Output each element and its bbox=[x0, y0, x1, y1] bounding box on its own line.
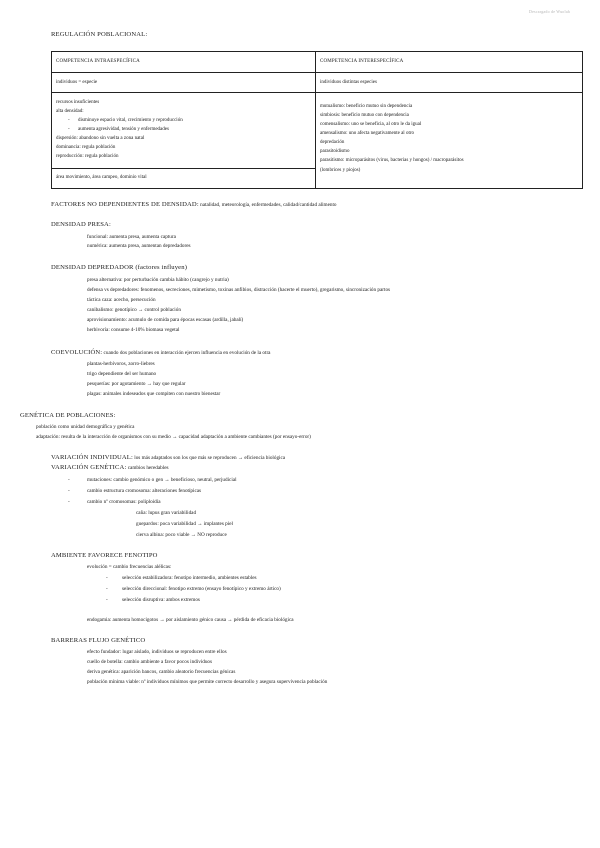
factors-text: natalidad, meteorología, enfermedades, calidad/cantidad alimento bbox=[198, 202, 337, 208]
variation-item: mutaciones: cambio genómico o gen → beneficioso, neutral, perjudicial bbox=[87, 477, 237, 483]
barriers-line: efecto fundador: lugar aislado, individuos se reproducen entre ellos bbox=[87, 649, 227, 655]
variation-genetic-label: VARIACIÓN GENÉTICA: bbox=[51, 464, 127, 471]
table-right-sub: individuos distintas especies bbox=[320, 80, 377, 85]
factors-label: FACTORES NO DEPENDIENTES DE DENSIDAD: bbox=[51, 201, 199, 208]
table-left-line: dispersión: abandono sin vuelta a zona natal bbox=[56, 136, 145, 141]
table-left-header: COMPETENCIA INTRAESPECÍFICA bbox=[56, 59, 140, 64]
table-right-line: mutualismo: beneficio mutuo sin dependencia bbox=[320, 104, 413, 109]
coevolution-label: COEVOLUCIÓN: bbox=[51, 349, 103, 356]
variation-individual-label: VARIACIÓN INDIVIDUAL: bbox=[51, 454, 133, 461]
table-left-line: aumenta agresividad, tensión y enfermedades bbox=[78, 127, 169, 132]
table-left-line: alta densidad: bbox=[56, 109, 84, 114]
factors-line bbox=[51, 202, 337, 209]
bullet: - bbox=[68, 127, 70, 132]
barriers-heading: BARRERAS FLUJO GENÉTICO bbox=[51, 637, 146, 644]
coevolution-item: pesquerías: por agotamiento → hay que regular bbox=[87, 381, 186, 387]
variation-subitem: cierva albina: poco viable → NO reproduce bbox=[136, 532, 227, 538]
bullet: - bbox=[106, 597, 108, 603]
table-right-line: comensalismo: uno se beneficia, al otro le da igual bbox=[320, 122, 422, 127]
table-right-line: (lombrices y piojos) bbox=[320, 168, 361, 173]
coevolution-item: plantas-herbívoros, zorro-liebres bbox=[87, 361, 155, 367]
predator-line: herbivoría: consume 4-10% biomasa vegetal bbox=[87, 327, 180, 333]
predator-line: táctica caza: acecho, persecución bbox=[87, 297, 156, 303]
table-right-line: depredación bbox=[320, 140, 345, 145]
table-left-line: dominancia: regula población bbox=[56, 145, 116, 150]
variation-subitem: caña: lupus gran variabilidad bbox=[136, 510, 197, 516]
prey-line: numérica: aumenta presa, aumentan depredadores bbox=[87, 243, 191, 249]
variation-genetic-text: cambios heredables bbox=[126, 465, 169, 471]
environment-intro: evolución = cambio frecuencias alélicas: bbox=[87, 564, 172, 570]
page-title: REGULACIÓN POBLACIONAL: bbox=[51, 31, 148, 38]
table-left-bottom: área movimiento, área campeo, dominio vital bbox=[56, 175, 147, 180]
coevolution-line bbox=[51, 350, 270, 357]
genetics-line: adaptación: resulta de la interacción de organismos con su medio → capacidad adaptación a ambiente cambiantes (por ensayo-error) bbox=[36, 434, 311, 440]
table-right-line: parasitismo: microparásitos (virus, bacterias y hongos) / macroparásitos bbox=[320, 158, 464, 163]
predator-line: canibalismo: genotípico → control población bbox=[87, 307, 181, 313]
predator-heading: DENSIDAD DEPREDADOR (factores influyen) bbox=[51, 264, 188, 271]
bullet: - bbox=[68, 488, 70, 494]
watermark: Descargado de Wuolah bbox=[528, 9, 570, 14]
bullet: - bbox=[106, 575, 108, 581]
bullet: - bbox=[68, 499, 70, 505]
genetics-line: población como unidad demográfica y genética bbox=[36, 424, 135, 430]
barriers-line: población mínima viable: nº individuos mínimos que permite correcto desarrollo y asegura supervivencia población bbox=[87, 679, 328, 685]
endogamy-line: endogamia: aumenta homocigotos → por aislamiento génico causa → pérdida de eficacia biológica bbox=[87, 617, 294, 623]
bullet: - bbox=[68, 118, 70, 123]
coevolution-item: plagas: animales indeseados que compiten con nuestro bienestar bbox=[87, 391, 221, 397]
environment-item: selección disruptiva: ambos extremos bbox=[122, 597, 200, 603]
variation-item: cambio nº cromosomas: poliploidía bbox=[87, 499, 161, 505]
bullet: - bbox=[68, 477, 70, 483]
predator-line: presa alternativa: por perturbación cambia hábito (cangrejo y nutria) bbox=[87, 277, 229, 283]
barriers-line: cuello de botella: cambio ambiente a favor pocos individuos bbox=[87, 659, 213, 665]
environment-item: selección direccional: fenotipo extremo (ensayo fenotípico y extremo ártico) bbox=[122, 586, 281, 592]
prey-line: funcional: aumenta presa, aumenta captura bbox=[87, 234, 176, 240]
environment-item: selección estabilizadora: fenotipo intermedio, ambientes estables bbox=[122, 575, 257, 581]
coevolution-text: cuando dos poblaciones en interacción ejercen influencia en evolución de la otra bbox=[102, 350, 271, 356]
variation-individual bbox=[51, 455, 285, 462]
table-right-line: parasitoidismo bbox=[320, 149, 350, 154]
barriers-line: deriva genética: aparición bancos, cambio aleatorio frecuencias génicas bbox=[87, 669, 236, 675]
variation-genetic bbox=[51, 465, 169, 472]
prey-heading: DENSIDAD PRESA: bbox=[51, 221, 111, 228]
table-right-line: simbiosis: beneficio mutuo con dependencia bbox=[320, 113, 409, 118]
variation-subitem: guepardos: poca variabilidad → implantes piel bbox=[136, 521, 233, 527]
genetics-heading: GENÉTICA DE POBLACIONES: bbox=[20, 412, 116, 419]
table-left-sub: individuos = especie bbox=[56, 80, 98, 85]
predator-line: aprovisionamiento: acumulo de comida para épocas escasas (ardilla, jabalí) bbox=[87, 317, 244, 323]
predator-line: defensa vs depredadores: fenomenos, secreciones, mimetismo, toxinas anfibios, distracción (hacerte el muerto), gregarismo, sincronización partos bbox=[87, 287, 391, 293]
coevolution-item: trigo dependiente del ser humano bbox=[87, 371, 157, 377]
competition-table bbox=[51, 51, 583, 189]
bullet: - bbox=[106, 586, 108, 592]
table-right-line: amensalismo: uno afecta negativamente al otro bbox=[320, 131, 414, 136]
variation-individual-text: los más adaptados son los que más se reproducen → eficiencia biológica bbox=[132, 455, 286, 461]
table-right-header: COMPETENCIA INTERESPECÍFICA bbox=[320, 59, 404, 64]
table-left-line: disminuye espacio vital, crecimiento y reproducción bbox=[78, 118, 183, 123]
environment-heading: AMBIENTE FAVORECE FENOTIPO bbox=[51, 552, 158, 559]
table-left-line: reproducción: regula población bbox=[56, 154, 119, 159]
table-left-line: recursos insuficientes bbox=[56, 100, 100, 105]
variation-item: cambio estructura cromosoma: alteraciones fenotípicas bbox=[87, 488, 202, 494]
